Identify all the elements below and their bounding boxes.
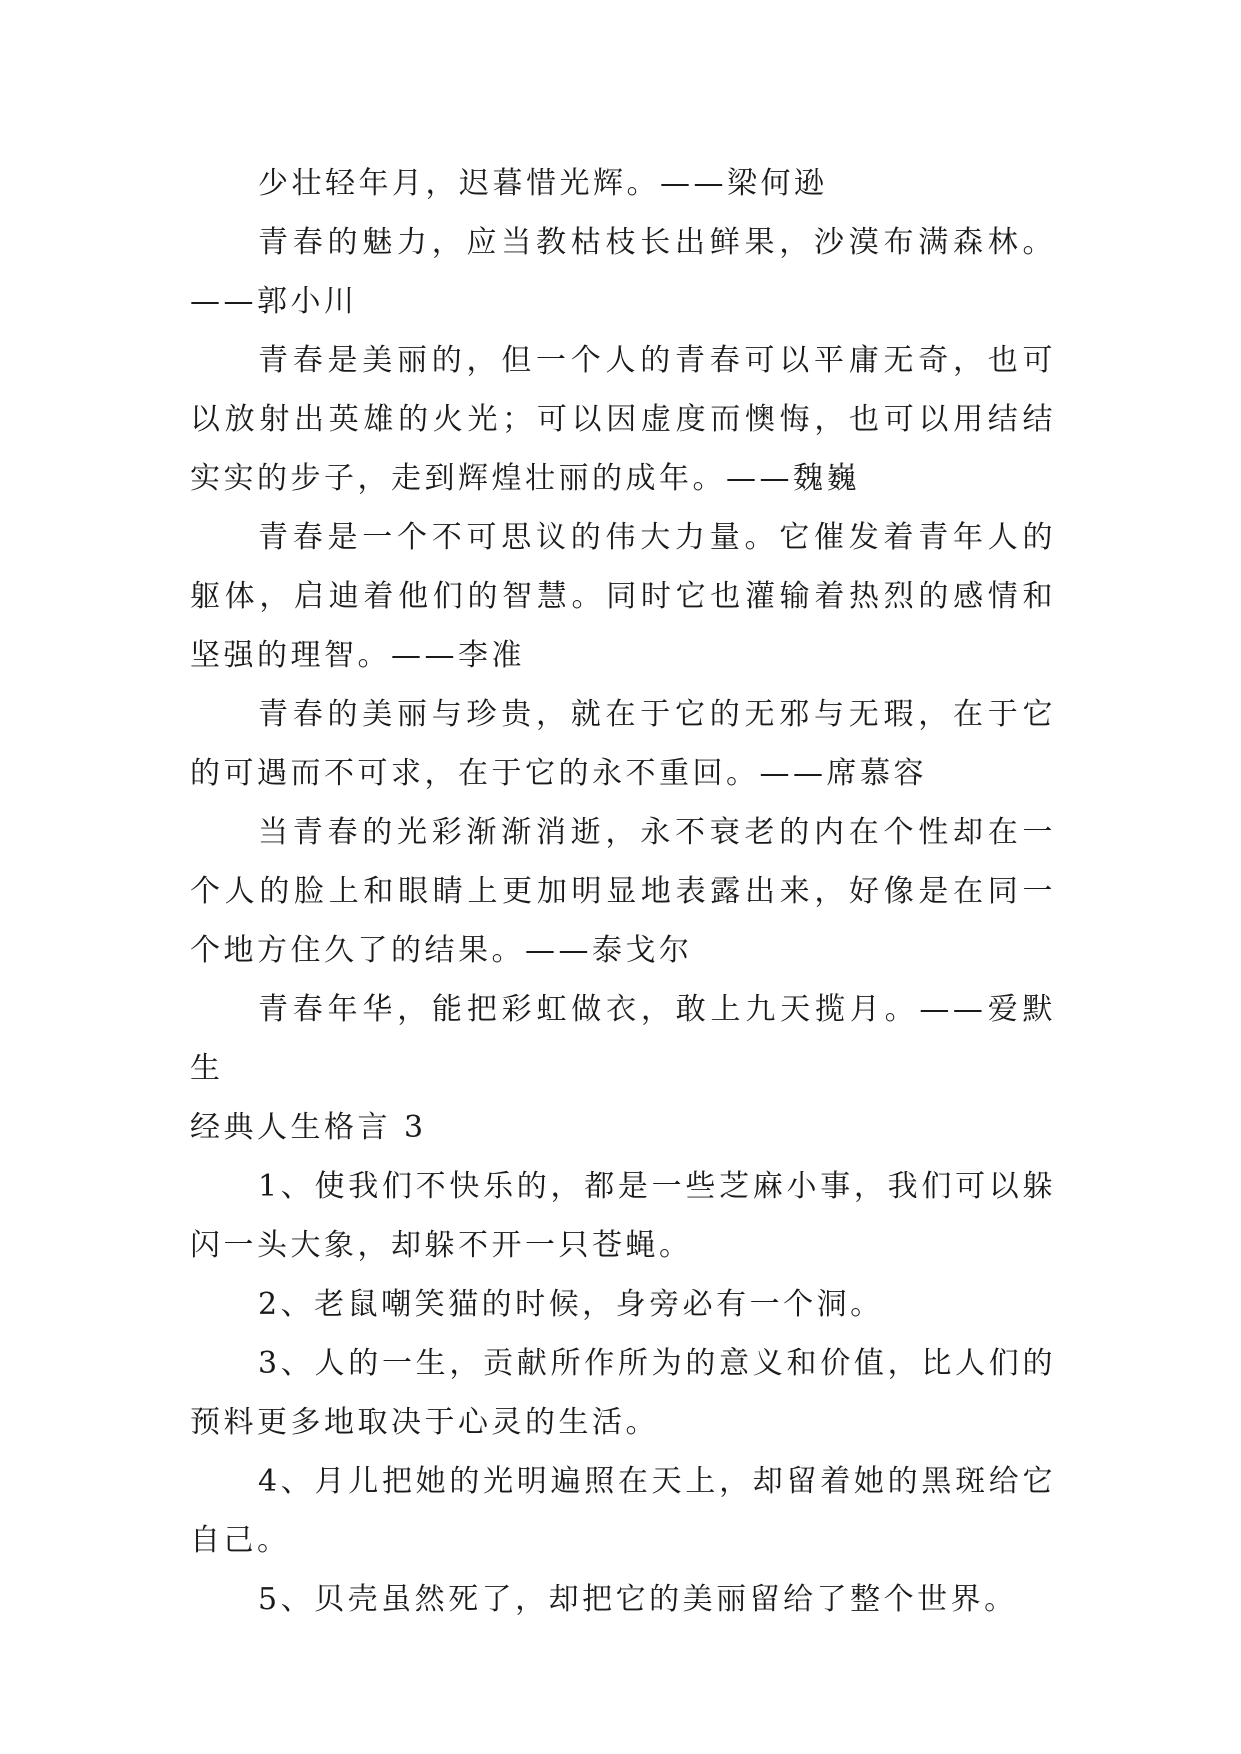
document-body (190, 154, 1056, 1629)
numbered-item: 3、人的一生，贡献所作所为的意义和价值，比人们的预料更多地取决于心灵的生活。 (190, 1346, 1056, 1440)
numbered-item: 5、贝壳虽然死了，却把它的美丽留给了整个世界。 (258, 1582, 1018, 1617)
numbered-item: 2、老鼠嘲笑猫的时候，身旁必有一个洞。 (258, 1287, 884, 1322)
numbered-item: 1、使我们不快乐的，都是一些芝麻小事，我们可以躲闪一头大象，却躲不开一只苍蝇。 (190, 1169, 1056, 1263)
quote-paragraph: 青春年华，能把彩虹做衣，敢上九天揽月。——爱默生 (190, 992, 1056, 1086)
quote-paragraph: 青春的美丽与珍贵，就在于它的无邪与无瑕，在于它的可遇而不可求，在于它的永不重回。——席慕容 (190, 697, 1056, 791)
quote-paragraph: 青春是美丽的，但一个人的青春可以平庸无奇，也可以放射出英雄的火光；可以因虚度而懊悔，也可以用结结实实的步子，走到辉煌壮丽的成年。——魏巍 (190, 343, 1056, 496)
quote-paragraph: 当青春的光彩渐渐消逝，永不衰老的内在个性却在一个人的脸上和眼睛上更加明显地表露出来，好像是在同一个地方住久了的结果。——泰戈尔 (190, 815, 1056, 968)
quote-paragraph: 青春是一个不可思议的伟大力量。它催发着青年人的躯体，启迪着他们的智慧。同时它也灌输着热烈的感情和坚强的理智。——李准 (190, 520, 1056, 673)
quote-paragraph: 青春的魅力，应当教枯枝长出鲜果，沙漠布满森林。——郭小川 (190, 225, 1056, 319)
numbered-item: 4、月儿把她的光明遍照在天上，却留着她的黑斑给它自己。 (190, 1464, 1056, 1558)
section-heading: 经典人生格言 3 (190, 1110, 427, 1145)
quote-paragraph: 少壮轻年月，迟暮惜光辉。——梁何逊 (258, 166, 828, 201)
